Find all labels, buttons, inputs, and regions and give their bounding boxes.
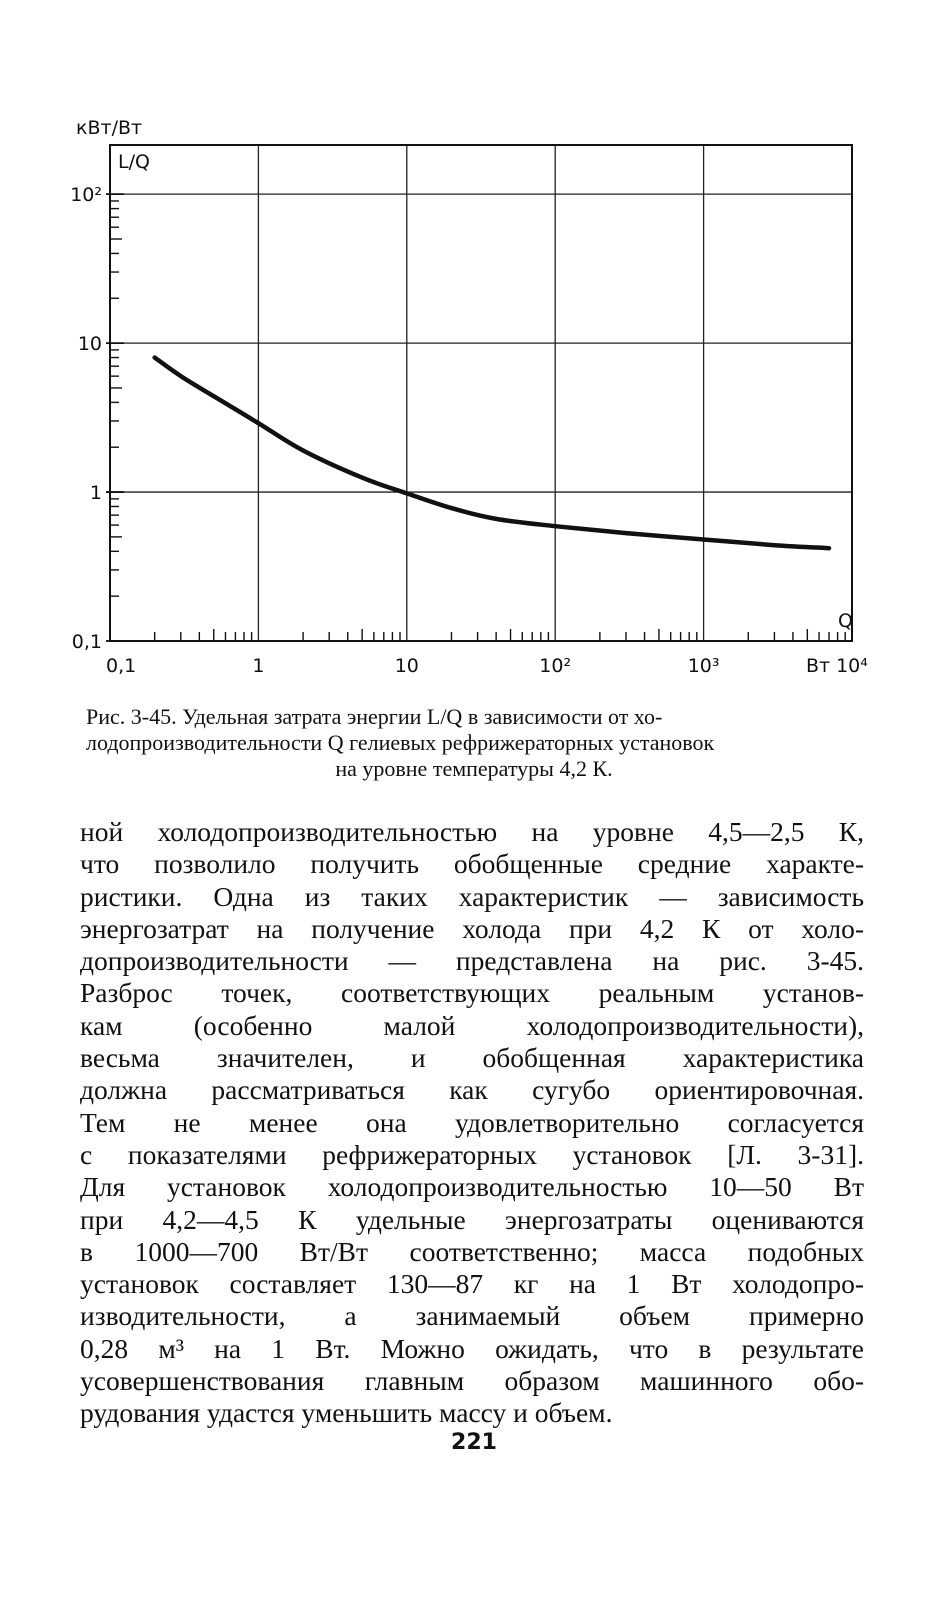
body-line: весьма значителен, и обобщенная характеристика [80,1042,864,1074]
y-tick-label: 0,1 [71,631,102,653]
body-line: установок составляет 130—87 кг на 1 Вт холодопро- [80,1268,864,1300]
chart-grid [110,145,852,641]
caption-line-1: Рис. 3-45. Удельная затрата энергии L/Q в зависимости от хо- [86,704,663,729]
chart-minor-ticks [106,194,845,641]
body-line: Для установок холодопроизводительностью 10—50 Вт [80,1171,864,1203]
x-unit-label: Вт [806,655,831,677]
body-line: кам (особенно малой холодопроизводительности), [80,1009,864,1041]
body-line: что позволило получить обобщенные средние характе- [80,848,864,880]
figure-caption [86,704,862,782]
y-tick-label: 10 [77,333,102,356]
body-line: Тем не менее она удовлетворительно согласуется [80,1106,864,1138]
series-line [155,358,829,549]
chart-series [155,358,829,549]
caption-line-2: лодопроизводительности Q гелиевых рефрижераторных установок [86,730,715,755]
x-tick-label: 10² [539,655,572,677]
chart-frame [110,145,852,641]
body-line: изводительности, а занимаемый объем примерно [80,1300,864,1332]
x-axis-label: Q [838,610,853,632]
body-text [80,816,864,1430]
body-line: рудования удастся уменьшить массу и объем. [80,1397,613,1429]
y-tick-label: 1 [89,482,102,505]
body-line: в 1000—700 Вт/Вт соответственно; масса подобных [80,1235,864,1267]
body-line: ристики. Одна из таких характеристик — зависимость [80,880,864,912]
body-line: энергозатрат на получение холода при 4,2 К от холо- [80,912,864,944]
caption-line-3: на уровне температуры 4,2 К. [335,756,613,781]
y-tick-label: 10² [70,184,102,207]
body-line: Разброс точек, соответствующих реальным установ- [80,977,864,1009]
chart-labels [70,117,868,677]
x-tick-label: 10 [394,655,419,677]
body-line: ной холодопроизводительностью на уровне 4,5—2,5 К, [80,816,864,847]
x-tick-label: 10⁴ [836,655,868,677]
y-unit-label: кВт/Вт [76,117,143,139]
body-line: с показателями рефрижераторных установок [Л. 3-31]. [80,1138,864,1170]
body-line: должна рассматриваться как сугубо ориентировочная. [80,1074,864,1106]
x-tick-label: 0,1 [106,655,137,677]
x-tick-label: 10³ [687,655,720,677]
y-axis-label: L/Q [118,151,150,173]
energy-chart [0,0,948,700]
x-tick-label: 1 [252,655,265,677]
plot-frame [110,145,852,641]
body-line: 0,28 м³ на 1 Вт. Можно ожидать, что в результате [80,1332,864,1364]
body-line: допроизводительности — представлена на рис. 3-45. [80,945,864,977]
page-number: 221 [451,1430,497,1455]
body-line: усовершенствования главным образом машинного обо- [80,1365,864,1397]
body-line: при 4,2—4,5 К удельные энергозатраты оцениваются [80,1203,864,1235]
